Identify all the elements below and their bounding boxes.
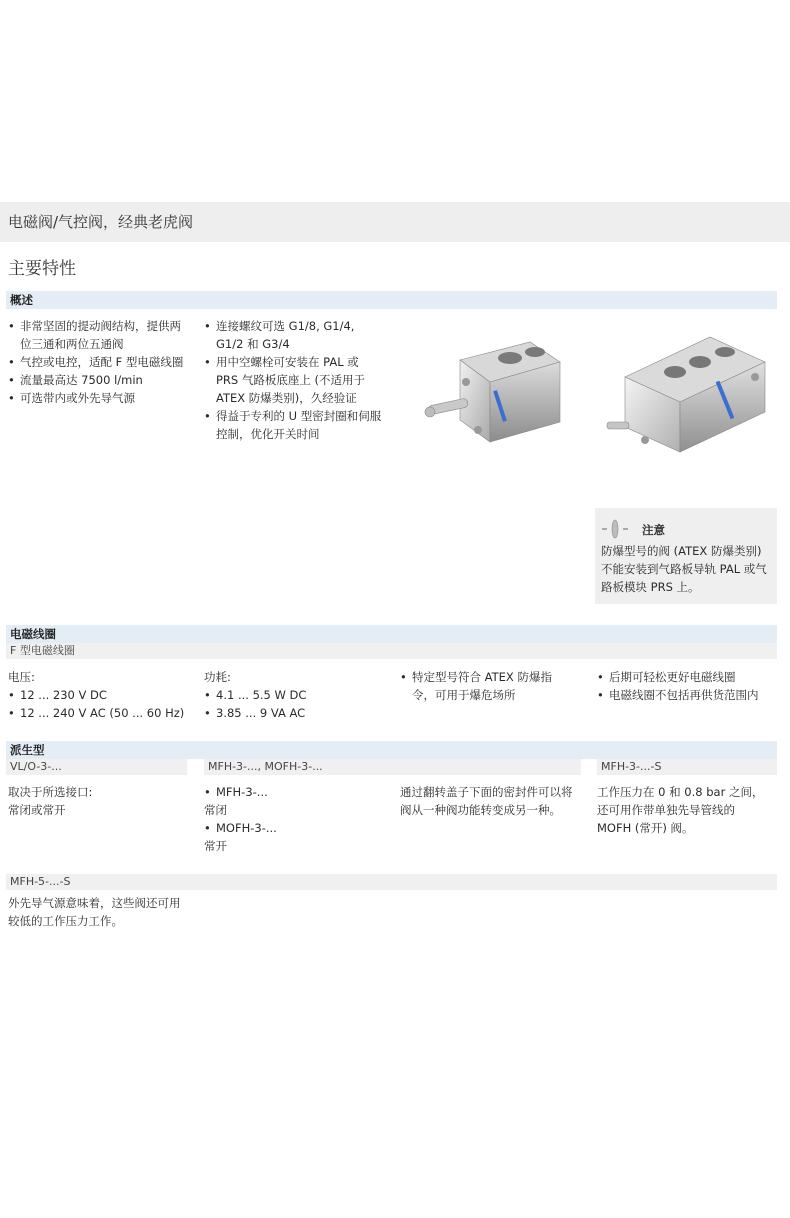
coil-label: 电磁线圈 — [10, 627, 56, 641]
coil-sub-bar — [6, 643, 777, 659]
warning-icon — [600, 517, 630, 541]
list-item-desc: 常开 — [204, 839, 227, 853]
list-item: • MFH-3-... — [204, 785, 268, 799]
list-item: • 12 ... 230 V DC — [8, 686, 193, 704]
variants-section-bar — [6, 741, 777, 759]
list-item: • 流量最高达 7500 l/min — [8, 371, 186, 389]
list-item: • MOFH-3-... — [204, 821, 277, 835]
voltage-label: 电压: — [8, 670, 35, 684]
list-item: • 特定型号符合 ATEX 防爆指令，可用于爆危场所 — [400, 668, 570, 704]
power-label: 功耗: — [204, 670, 231, 684]
variant-text-4: 工作压力在 0 和 0.8 bar 之间，还可用作带单独先导管线的 MOFH (常开) 阀。 — [597, 785, 764, 835]
page-title: 电磁阀/气控阀，经典老虎阀 — [8, 213, 194, 231]
list-item: • 电磁线圈不包括再供货范围内 — [597, 686, 782, 704]
list-item-desc: 常闭 — [204, 803, 227, 817]
list-item: • 4.1 ... 5.5 W DC — [204, 686, 384, 704]
coil-section-bar — [6, 625, 777, 643]
voltage-list — [8, 686, 193, 722]
list-item: • 连接螺纹可选 G1/8, G1/4, G1/2 和 G3/4 — [204, 317, 384, 353]
variant-text-5: 外先导气源意味着，这些阀还可用较低的工作压力工作。 — [8, 896, 181, 928]
variant-list-2 — [204, 783, 384, 855]
list-item: • 可选带内或外先导气源 — [8, 389, 186, 407]
atex-list — [400, 668, 570, 704]
variant-text-3: 通过翻转盖子下面的密封件可以将阀从一种阀功能转变成另一种。 — [400, 785, 573, 817]
list-item: • 后期可轻松更好电磁线圈 — [597, 668, 782, 686]
variant-sub-label-1: VL/O-3-... — [10, 760, 62, 773]
coil-sub-label: F 型电磁线圈 — [10, 644, 75, 657]
list-item: • 用中空螺栓可安装在 PAL 或 PRS 气路板底座上 (不适用于 ATEX 防爆类别)，久经验证 — [204, 353, 384, 407]
list-item: • 12 ... 240 V AC (50 ... 60 Hz) — [8, 704, 193, 722]
variant-sub-bar-4 — [6, 874, 777, 890]
overview-list-1 — [8, 317, 186, 407]
note-text: 防爆型号的阀 (ATEX 防爆类别) 不能安装到气路板导轨 PAL 或气路板模块 PRS 上。 — [601, 544, 767, 594]
solenoid-valve-image — [420, 330, 570, 455]
overview-label: 概述 — [10, 293, 33, 307]
overview-section-bar — [6, 291, 777, 309]
note-heading: 注意 — [642, 523, 665, 537]
variant-sub-label-3: MFH-3-...-S — [601, 760, 662, 773]
variant-sub-label-2: MFH-3-..., MOFH-3-... — [208, 760, 323, 773]
variant-text-1: 取决于所选接口: 常闭或常开 — [8, 785, 93, 817]
list-item: • 3.85 ... 9 VA AC — [204, 704, 384, 722]
list-item: • 气控或电控，适配 F 型电磁线圈 — [8, 353, 186, 371]
list-item: • 得益于专利的 U 型密封圈和伺服控制，优化开关时间 — [204, 407, 384, 443]
main-heading: 主要特性 — [8, 259, 76, 279]
pneumatic-valve-image — [605, 322, 775, 462]
overview-list-2 — [204, 317, 384, 443]
power-list — [204, 686, 384, 722]
list-item: • 非常坚固的提动阀结构，提供两位三通和两位五通阀 — [8, 317, 186, 353]
variants-label: 派生型 — [10, 743, 45, 757]
coil-notes-list — [597, 668, 782, 704]
variant-sub-label-4: MFH-5-...-S — [10, 875, 71, 888]
